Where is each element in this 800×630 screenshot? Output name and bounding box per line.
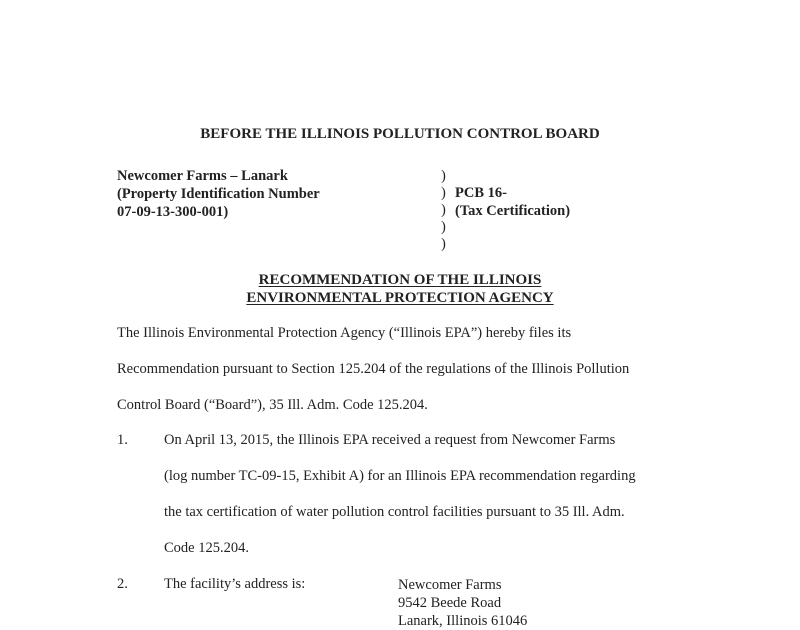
paragraph-1-line: (log number TC-09-15, Exhibit A) for an Illinois EPA recommendation regarding: [164, 468, 636, 484]
caption-paren: ): [441, 219, 446, 235]
address-line: 9542 Beede Road: [398, 595, 502, 611]
caption-parens: [441, 168, 446, 253]
caption-party-name: Newcomer Farms – Lanark: [117, 168, 288, 184]
caption-left: [117, 167, 320, 221]
intro-line: The Illinois Environmental Protection Agency (“Illinois EPA”) hereby files its: [117, 325, 572, 341]
caption-paren: ): [441, 185, 446, 201]
paragraph-1-line: the tax certification of water pollution control facilities pursuant to 35 Ill. Adm.: [164, 504, 625, 520]
paragraph-2-number: 2.: [117, 576, 128, 592]
document-title-line-1: RECOMMENDATION OF THE ILLINOIS: [258, 272, 542, 288]
paragraph-1-line: Code 125.204.: [164, 540, 249, 556]
paragraph-1-number: 1.: [117, 432, 128, 448]
case-type: (Tax Certification): [455, 203, 571, 219]
paragraph-1-line: On April 13, 2015, the Illinois EPA received a request from Newcomer Farms: [164, 432, 616, 448]
address-line: Lanark, Illinois 61046: [398, 613, 528, 629]
board-heading: BEFORE THE ILLINOIS POLLUTION CONTROL BOARD: [200, 126, 600, 142]
caption-paren: ): [441, 168, 446, 184]
document-title-line-2: ENVIRONMENTAL PROTECTION AGENCY: [246, 290, 554, 306]
caption-paren: ): [441, 236, 446, 252]
caption-paren: ): [441, 202, 446, 218]
address-line: Newcomer Farms: [398, 577, 502, 593]
caption-pin-number: 07-09-13-300-001): [117, 204, 229, 220]
intro-line: Recommendation pursuant to Section 125.204 of the regulations of the Illinois Pollution: [117, 361, 630, 377]
paragraph-2-label: The facility’s address is:: [164, 576, 306, 592]
case-number: PCB 16-: [455, 185, 507, 201]
intro-line: Control Board (“Board”), 35 Ill. Adm. Code 125.204.: [117, 397, 428, 413]
facility-address: [398, 576, 527, 630]
caption-pin-label: (Property Identification Number: [117, 186, 320, 202]
